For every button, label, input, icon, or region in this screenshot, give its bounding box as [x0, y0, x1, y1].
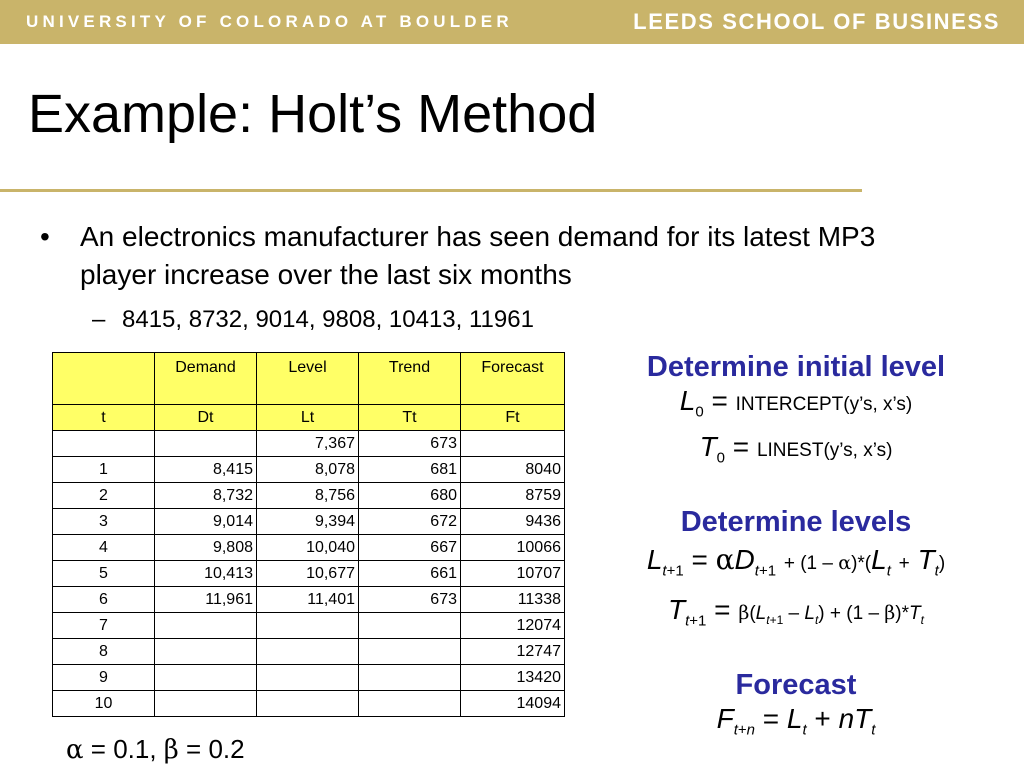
- table-header-row-cell: Demand: [155, 353, 257, 405]
- slide-title: Example: Holt’s Method: [28, 84, 598, 144]
- header-banner: [0, 0, 1024, 44]
- cell-demand: [155, 639, 257, 665]
- cell-forecast: 11338: [461, 587, 565, 613]
- table-header-row-cell: [53, 353, 155, 405]
- l0-function: INTERCEPT(y’s, x’s): [735, 394, 913, 415]
- cell-t: 3: [53, 509, 155, 535]
- cell-level: 10,677: [257, 561, 359, 587]
- smoothing-params: [66, 734, 245, 765]
- cell-forecast: 12747: [461, 639, 565, 665]
- cell-demand: 9,014: [155, 509, 257, 535]
- cell-forecast: 8040: [461, 457, 565, 483]
- cell-forecast: 12074: [461, 613, 565, 639]
- forecast-formula: $F_{t+n} = L_t + nT_t$: [716, 703, 876, 739]
- cell-demand: 8,415: [155, 457, 257, 483]
- cell-t: [53, 431, 155, 457]
- forecast-heading: Forecast: [735, 669, 857, 701]
- table-row: [53, 587, 565, 613]
- cell-demand: [155, 431, 257, 457]
- cell-level: [257, 639, 359, 665]
- cell-forecast: 13420: [461, 665, 565, 691]
- cell-level: 8,756: [257, 483, 359, 509]
- cell-trend: [359, 639, 461, 665]
- table-header-row-cell: Forecast: [461, 353, 565, 405]
- cell-level: 10,040: [257, 535, 359, 561]
- table-row: [53, 431, 565, 457]
- cell-forecast: [461, 431, 565, 457]
- table-symbol-row-cell: Lt: [257, 405, 359, 431]
- cell-trend: 672: [359, 509, 461, 535]
- cell-level: 9,394: [257, 509, 359, 535]
- alpha-symbol: α: [66, 735, 84, 765]
- school-name: LEEDS SCHOOL OF BUSINESS: [633, 9, 1000, 34]
- l0-formula: $L_0$ = INTERCEPT(y’s, x’s): [679, 385, 913, 421]
- table-row: [53, 639, 565, 665]
- cell-demand: 11,961: [155, 587, 257, 613]
- table-header-row: [53, 353, 565, 405]
- table-header-row-cell: Trend: [359, 353, 461, 405]
- forecast-section: [576, 668, 1016, 748]
- t0-formula: $T_0$ = LINEST(y’s, x’s): [699, 430, 893, 467]
- cell-trend: 681: [359, 457, 461, 483]
- beta-symbol: β: [163, 735, 179, 765]
- cell-t: 10: [53, 691, 155, 717]
- table-row: [53, 457, 565, 483]
- dash-icon: –: [92, 306, 106, 333]
- cell-t: 5: [53, 561, 155, 587]
- table-row: [53, 613, 565, 639]
- cell-level: 7,367: [257, 431, 359, 457]
- cell-level: [257, 613, 359, 639]
- cell-level: [257, 691, 359, 717]
- trend-update-formula: $T_{t+1} = \beta(L_{t+1} - L_t) + (1 - \beta)*T_t$: [668, 593, 924, 630]
- cell-forecast: 14094: [461, 691, 565, 717]
- cell-forecast: 10707: [461, 561, 565, 587]
- cell-t: 6: [53, 587, 155, 613]
- cell-level: 11,401: [257, 587, 359, 613]
- level-update-formula: $L_{t+1} = \alpha D_{t+1} + (1 - \alpha)*(L_t + T_t)$: [646, 543, 946, 580]
- table-row: [53, 665, 565, 691]
- holt-table: [52, 352, 565, 717]
- table-symbol-row-cell: Ft: [461, 405, 565, 431]
- cell-trend: 680: [359, 483, 461, 509]
- university-name: UNIVERSITY OF COLORADO AT BOULDER: [26, 12, 513, 31]
- cell-demand: 9,808: [155, 535, 257, 561]
- table-row: [53, 483, 565, 509]
- cell-t: 7: [53, 613, 155, 639]
- cell-t: 8: [53, 639, 155, 665]
- bullet-dot-icon: •: [40, 221, 50, 252]
- cell-demand: 8,732: [155, 483, 257, 509]
- cell-forecast: 8759: [461, 483, 565, 509]
- cell-demand: [155, 613, 257, 639]
- cell-trend: 673: [359, 587, 461, 613]
- table-symbol-row-cell: Dt: [155, 405, 257, 431]
- table-header-row-cell: Level: [257, 353, 359, 405]
- table-row: [53, 509, 565, 535]
- cell-t: 4: [53, 535, 155, 561]
- beta-value: = 0.2: [178, 734, 245, 764]
- table-symbol-row-cell: t: [53, 405, 155, 431]
- levels-section: [576, 505, 1016, 638]
- cell-demand: 10,413: [155, 561, 257, 587]
- demand-series: 8415, 8732, 9014, 9808, 10413, 11961: [122, 306, 534, 333]
- table-symbol-row-cell: Tt: [359, 405, 461, 431]
- title-divider: [0, 189, 862, 192]
- cell-trend: 673: [359, 431, 461, 457]
- table-symbol-row: [53, 405, 565, 431]
- initial-level-section: [576, 350, 1016, 475]
- cell-t: 9: [53, 665, 155, 691]
- cell-demand: [155, 665, 257, 691]
- t0-function: LINEST(y’s, x’s): [756, 439, 893, 461]
- cell-t: 1: [53, 457, 155, 483]
- table-row: [53, 561, 565, 587]
- initial-level-heading: Determine initial level: [646, 351, 946, 383]
- cell-level: [257, 665, 359, 691]
- table-row: [53, 691, 565, 717]
- cell-trend: [359, 613, 461, 639]
- cell-level: 8,078: [257, 457, 359, 483]
- cell-trend: [359, 691, 461, 717]
- sub-bullet: [92, 304, 534, 336]
- cell-t: 2: [53, 483, 155, 509]
- cell-demand: [155, 691, 257, 717]
- alpha-value: = 0.1,: [83, 734, 164, 764]
- main-bullet: [40, 218, 910, 294]
- cell-trend: [359, 665, 461, 691]
- cell-forecast: 10066: [461, 535, 565, 561]
- cell-forecast: 9436: [461, 509, 565, 535]
- cell-trend: 667: [359, 535, 461, 561]
- bullet-text: An electronics manufacturer has seen demand for its latest MP3 player increase over the last six months: [80, 221, 876, 290]
- levels-heading: Determine levels: [680, 506, 912, 538]
- cell-trend: 661: [359, 561, 461, 587]
- table-row: [53, 535, 565, 561]
